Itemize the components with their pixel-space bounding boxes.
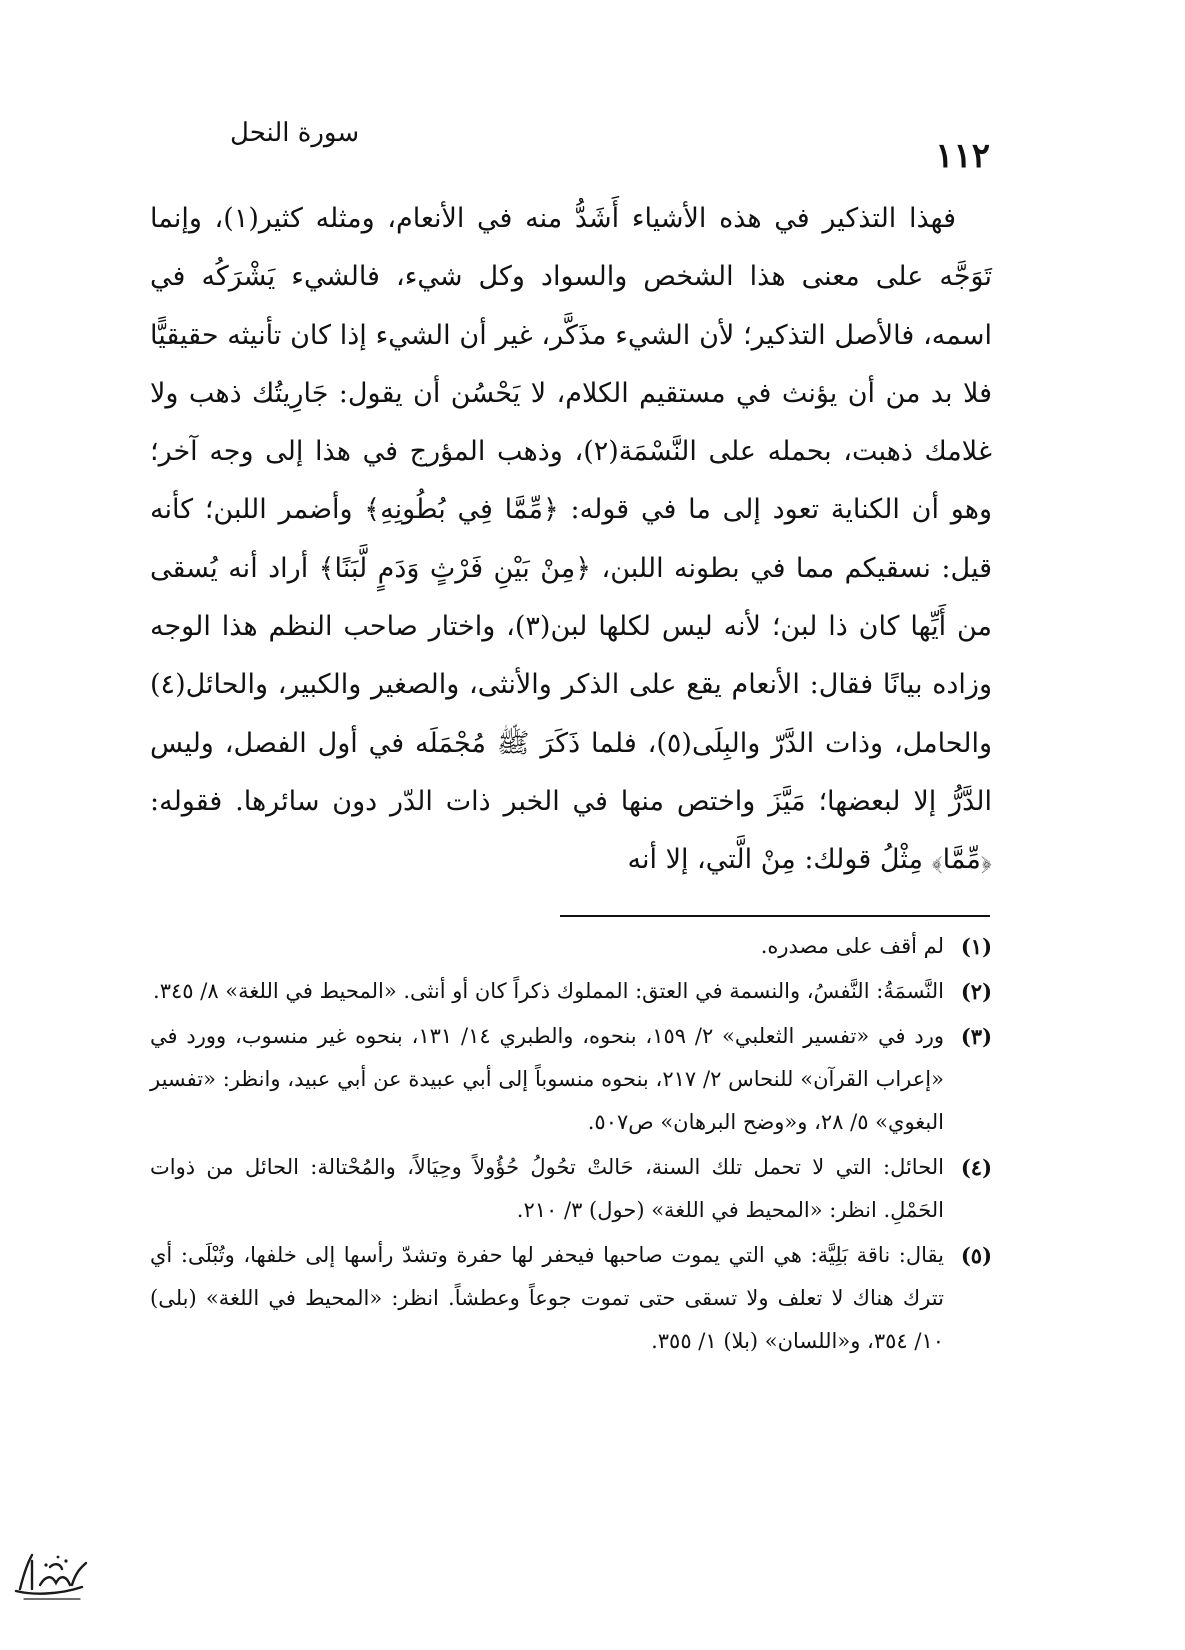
- calligraphy-logo-icon: [10, 1545, 90, 1605]
- footnote-text: ورد في «تفسير الثعلبي» ٢/ ١٥٩، بنحوه، والطبري ١٤/ ١٣١، بنحوه غير منسوب، وورد في «إعراب القرآن» للنحاس ٢/ ٢١٧، بنحوه منسوباً إلى أبي عبيدة عن أبي عبيد، وانظر: «تفسير البغوي» ٥/ ٢٨، و«وضح البرهان» ص٥٠٧.: [150, 1024, 944, 1134]
- footnote-item: [150, 970, 992, 1013]
- main-paragraph: فهذا التذكير في هذه الأشياء أَشَدُّ منه في الأنعام، ومثله كثير(١)، وإنما تَوَجَّه على معنى هذا الشخص والسواد وكل شيء، فالشيء يَشْرَكُه في اسمه، فالأصل التذكير؛ لأن الشيء مذَكَّر، غير أن الشيء إذا كان تأنيثه حقيقيًّا فلا بد من أن يؤنث في مستقيم الكلام، لا يَحْسُن أن يقول: جَارِيتُك ذهب ولا غلامك ذهبت، بحمله على النَّسْمَة(٢)، وذهب المؤرج في هذا إلى وجه آخر؛ وهو أن الكناية تعود إلى ما في قوله: ﴿مِّمَّا فِي بُطُونِهِ﴾ وأضمر اللبن؛ كأنه قيل: نسقيكم مما في بطونه اللبن، ﴿مِنْ بَيْنِ فَرْثٍ وَدَمٍ لَّبَنًا﴾ أراد أنه يُسقى من أَيِّها كان ذا لبن؛ لأنه ليس لكلها لبن(٣)، واختار صاحب النظم هذا الوجه وزاده بيانًا فقال: الأنعام يقع على الذكر والأنثى، والصغير والكبير، والحائل(٤) والحامل، وذات الدَّرّ والبِلَى(٥)، فلما ذَكَرَ ﷺ مُجْمَلَه في أول الفصل، وليس الدَّرُّ إلا لبعضها؛ مَيَّزَ واختص منها في الخبر ذات الدّر دون سائرها. فقوله: ﴿مِّمَّا﴾ مِثْلُ قولك: مِنْ الَّتي، إلا أنه: [150, 203, 992, 876]
- footnote-item: [150, 1234, 992, 1363]
- page-header: [150, 118, 990, 178]
- footnote-item: [150, 1015, 992, 1144]
- page-number: ١١٢: [935, 136, 990, 176]
- footnote-text: يقال: ناقة بَلِيَّة: هي التي يموت صاحبها فيحفر لها حفرة وتشدّ رأسها إلى خلفها، وتُبْلَى: أي تترك هناك لا تعلف ولا تسقى حتى تموت جوعاً وعطشاً. انظر: «المحيط في اللغة» (بلى) ١٠/ ٣٥٤، و«اللسان» (بلا) ١/ ٣٥٥.: [150, 1243, 944, 1353]
- footnote-text: لم أقف على مصدره.: [760, 934, 944, 958]
- main-text-block: [150, 190, 992, 890]
- footnote-text: الحائل: التي لا تحمل تلك السنة، حَالتْ تحُولُ حُؤُولاً وحِيَالاً، والمُحْتالة: الحائل من ذوات الحَمْلِ. انظر: «المحيط في اللغة» (حول) ٣/ ٢١٠.: [150, 1155, 944, 1222]
- logo-svg: [10, 1545, 90, 1605]
- footnote-item: [150, 925, 992, 968]
- footnote-number: (٢): [960, 979, 992, 1004]
- footnotes: [150, 925, 992, 1365]
- footnote-number: (٤): [960, 1155, 992, 1180]
- footnote-number: (٥): [960, 1243, 992, 1268]
- footnote-number: (٣): [960, 1024, 992, 1049]
- footnote-divider: [560, 915, 990, 917]
- footnote-text: النَّسمَةُ: النَّفسُ، والنسمة في العتق: المملوك ذكراً كان أو أنثى. «المحيط في اللغة» ٨/ ٣٤٥.: [153, 979, 944, 1003]
- running-title: سورة النحل: [230, 118, 360, 148]
- footnote-number: (١): [960, 934, 992, 959]
- footnote-item: [150, 1146, 992, 1232]
